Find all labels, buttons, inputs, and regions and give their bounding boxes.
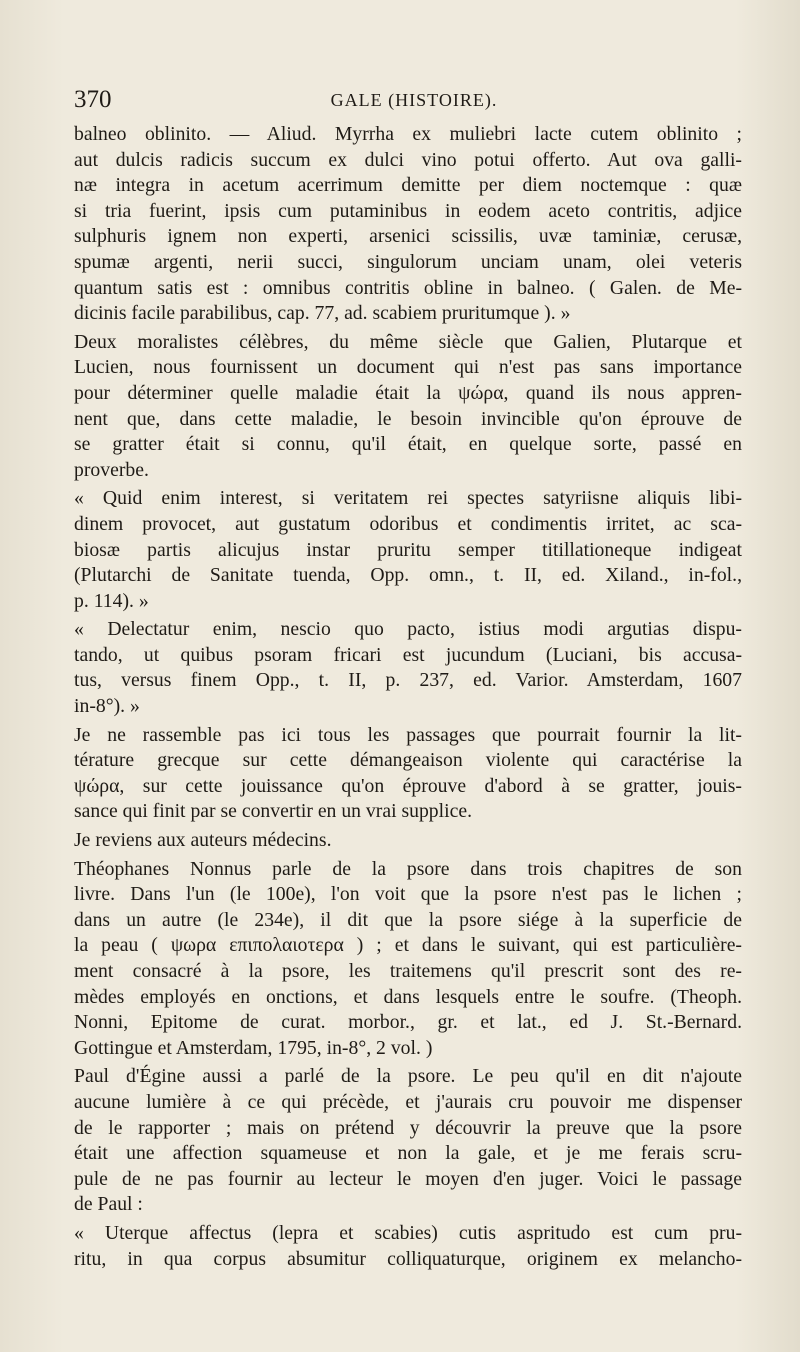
text-line: se gratter était si connu, qu'il était, en quelque sorte, passé en [74, 433, 742, 456]
paragraph [74, 617, 742, 719]
text-line: était une affection squameuse et non la gale, et je me ferais scru- [74, 1142, 742, 1165]
page-header [74, 86, 754, 122]
paragraph [74, 1221, 742, 1272]
paragraph [74, 857, 742, 1062]
text-line: dicinis facile parabilibus, cap. 77, ad. scabiem pruritumque ). » [74, 302, 571, 325]
text-line: Nonni, Epitome de curat. morbor., gr. et lat., ed J. St.-Bernard. [74, 1011, 742, 1034]
text-line: dinem provocet, aut gustatum odoribus et condimentis irritet, ac sca- [74, 512, 742, 535]
text-line: biosæ partis alicujus instar pruritu semper titillationeque indigeat [74, 538, 742, 561]
text-line: nent que, dans cette maladie, le besoin invincible qu'on éprouve de [74, 407, 742, 430]
text-line: Gottingue et Amsterdam, 1795, in-8°, 2 vol. ) [74, 1036, 433, 1059]
text-line: balneo oblinito. — Aliud. Myrrha ex muliebri lacte cutem oblinito ; [74, 123, 742, 145]
text-line: « Uterque affectus (lepra et scabies) cutis aspritudo est cum pru- [74, 1221, 742, 1244]
paragraph [74, 723, 742, 825]
text-line: pour déterminer quelle maladie était la ψώρα, quand ils nous appren- [74, 381, 742, 404]
text-line: de le rapporter ; mais on prétend y découvrir la preuve que la psore [74, 1116, 742, 1139]
paragraph [74, 122, 742, 327]
page-number: 370 [74, 86, 112, 113]
text-line: quantum satis est : omnibus contritis obline in balneo. ( Galen. de Me- [74, 276, 742, 299]
text-line: Paul d'Égine aussi a parlé de la psore. Le peu qu'il en dit n'ajoute [74, 1065, 742, 1088]
paragraph [74, 330, 742, 484]
text-line: dans un autre (le 234e), il dit que la psore siége à la superficie de [74, 908, 742, 931]
text-line: in-8°). » [74, 695, 140, 718]
text-line: pule de ne pas fournir au lecteur le moyen d'en juger. Voici le passage [74, 1167, 742, 1190]
text-line: Deux moralistes célèbres, du même siècle que Galien, Plutarque et [74, 330, 742, 353]
text-line: proverbe. [74, 458, 149, 481]
text-line: sulphuris ignem non experti, arsenici scissilis, uvæ taminiæ, cerusæ, [74, 225, 742, 248]
paragraph [74, 486, 742, 614]
text-line: spumæ argenti, nerii succi, singulorum unciam unam, olei veteris [74, 250, 742, 273]
text-line: sance qui finit par se convertir en un vrai supplice. [74, 800, 472, 823]
text-line: Lucien, nous fournissent un document qui n'est pas sans importance [74, 356, 742, 379]
text-line: tando, ut quibus psoram fricari est jucundum (Luciani, bis accusa- [74, 643, 742, 666]
text-line: Je ne rassemble pas ici tous les passages que pourrait fournir la lit- [74, 723, 742, 746]
text-line: næ integra in acetum acerrimum demitte per diem noctemque : quæ [74, 174, 742, 197]
text-line: « Delectatur enim, nescio quo pacto, istius modi argutias dispu- [74, 618, 742, 641]
text-line: Je reviens aux auteurs médecins. [74, 829, 332, 852]
text-line: (Plutarchi de Sanitate tuenda, Opp. omn., t. II, ed. Xiland., in-fol., [74, 564, 742, 587]
text-line: Théophanes Nonnus parle de la psore dans trois chapitres de son [74, 857, 742, 880]
text-line: aut dulcis radicis succum ex dulci vino potui offerto. Aut ova galli- [74, 148, 742, 171]
text-line: aucune lumière à ce qui précède, et j'aurais cru pouvoir me dispenser [74, 1090, 742, 1113]
text-line: tus, versus finem Opp., t. II, p. 237, ed. Varior. Amsterdam, 1607 [74, 669, 742, 692]
paragraph [74, 1064, 742, 1218]
text-line: si tria fuerint, ipsis cum putaminibus in eodem aceto contritis, adjice [74, 199, 742, 222]
text-line: ψώρα, sur cette jouissance qu'on éprouve d'abord à se gratter, jouis- [74, 774, 742, 797]
paragraph [74, 828, 742, 854]
running-head: GALE (HISTOIRE). [330, 90, 498, 110]
text-line: ritu, in qua corpus absumitur colliquaturque, originem ex melancho- [74, 1247, 742, 1270]
text-line: « Quid enim interest, si veritatem rei spectes satyriisne aliquis libi- [74, 487, 742, 510]
text-line: livre. Dans l'un (le 100e), l'on voit que la psore n'est pas le lichen ; [74, 883, 742, 906]
text-line: ment consacré à la psore, les traitemens qu'il prescrit sont des re- [74, 960, 742, 982]
text-line: la peau ( ψωρα επιπολαιοτερα ) ; et dans le suivant, qui est particulière- [74, 934, 742, 957]
text-line: de Paul : [74, 1193, 143, 1216]
text-line: p. 114). » [74, 589, 149, 612]
text-line: térature grecque sur cette démangeaison violente qui caractérise la [74, 749, 742, 772]
page-body [74, 122, 742, 1272]
text-line: mèdes employés en onctions, et dans lesquels entre le soufre. (Theoph. [74, 985, 742, 1008]
